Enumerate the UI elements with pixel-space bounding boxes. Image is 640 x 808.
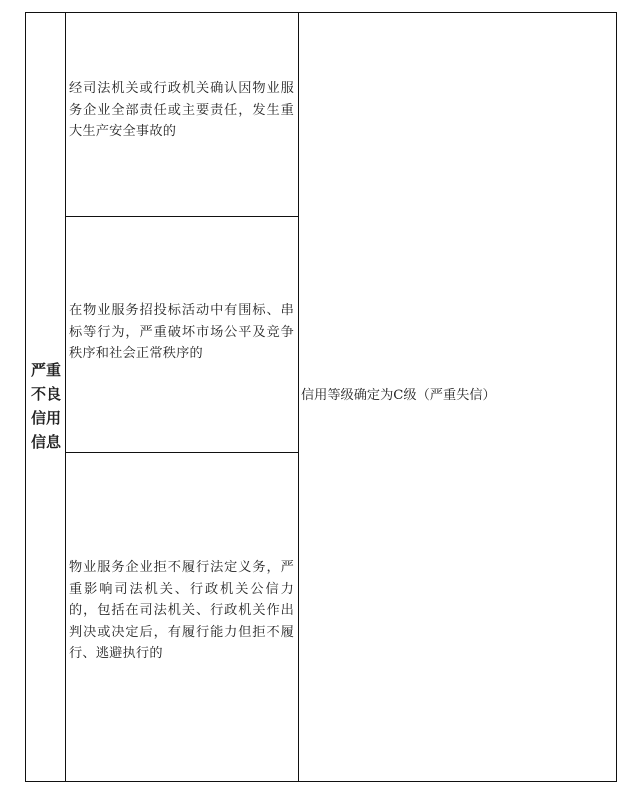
row-divider-1: [66, 216, 298, 217]
category-label: 严重不良信用信息: [30, 361, 61, 451]
condition-cell-3: 物业服务企业拒不履行法定义务，严重影响司法机关、行政机关公信力的，包括在司法机关、行政机关作出判决或决定后，有履行能力但拒不履行、逃避执行的: [69, 560, 294, 661]
category-cell: [26, 13, 66, 781]
column-divider-2: [298, 13, 299, 781]
condition-cell-2: 在物业服务招投标活动中有围标、串标等行为，严重破坏市场公平及竞争秩序和社会正常秩序的: [69, 303, 294, 361]
row-divider-2: [66, 452, 298, 453]
condition-cell-1: 经司法机关或行政机关确认因物业服务企业全部责任或主要责任，发生重大生产安全事故的: [69, 81, 294, 139]
result-cell: 信用等级确定为C级（严重失信）: [301, 388, 496, 403]
credit-table: [25, 12, 617, 782]
